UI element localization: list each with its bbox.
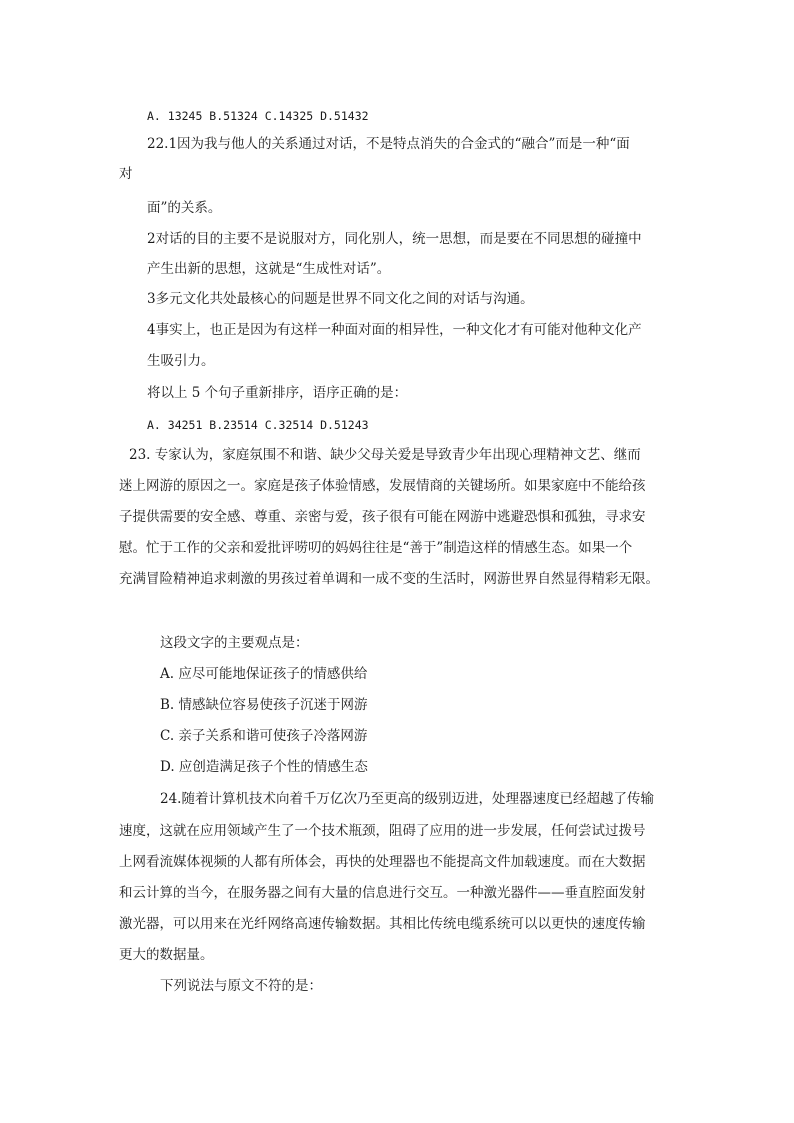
q23-option-b: B. 情感缺位容易使孩子沉迷于网游 — [160, 697, 368, 713]
q22-sentence-2: 2对话的目的主要不是说服对方，同化别人，统一思想，而是要在不同思想的碰撞中 — [147, 231, 642, 247]
q24-paragraph-line-1: 24.随着计算机技术向着千万亿次乃至更高的级别迈进，处理器速度已经超越了传输 — [160, 791, 654, 807]
q24-paragraph-line-3: 上网看流媒体视频的人都有所体会，再快的处理器也不能提高文件加载速度。而在大数据 — [119, 854, 646, 870]
q24-paragraph-line-4: 和云计算的当今，在服务器之间有大量的信息进行交互。一种激光器件——垂直腔面发射 — [119, 885, 646, 901]
q22-sentence-2-end: 产生出新的思想，这就是“生成性对话”。 — [147, 261, 391, 277]
q23-paragraph-line-3: 子提供需要的安全感、尊重、亲密与爱，孩子很有可能在网游中逃避恐惧和孤独，寻求安 — [119, 509, 646, 525]
q22-options: A. 34251 B.23514 C.32514 D.51243 — [147, 418, 369, 432]
q23-option-a: A. 应尽可能地保证孩子的情感供给 — [160, 666, 368, 682]
q23-prompt: 这段文字的主要观点是： — [160, 635, 309, 651]
q24-paragraph-line-2: 速度，这就在应用领域产生了一个技术瓶颈，阻碍了应用的进一步发展，任何尝试过拨号 — [119, 823, 646, 839]
q23-option-d: D. 应创造满足孩子个性的情感生态 — [160, 759, 368, 775]
q22-sentence-4-end: 生吸引力。 — [147, 353, 215, 369]
q22-sentence-1-wrap: 对 — [119, 166, 133, 182]
q21-options: A. 13245 B.51324 C.14325 D.51432 — [147, 109, 369, 123]
q22-sentence-1-end: 面”的关系。 — [147, 200, 222, 216]
q22-sentence-4: 4事实上，也正是因为有这样一种面对面的相异性，一种文化才有可能对他种文化产 — [147, 322, 642, 338]
q23-option-c: C. 亲子关系和谐可使孩子冷落网游 — [160, 728, 368, 744]
q23-paragraph-line-5: 充满冒险精神追求刺激的男孩过着单调和一成不变的生活时，网游世界自然显得精彩无限。 — [119, 571, 659, 587]
q23-paragraph-line-1: 23. 专家认为，家庭氛围不和谐、缺少父母关爱是导致青少年出现心理精神文艺、继而 — [129, 447, 641, 463]
q24-paragraph-line-5: 激光器，可以用来在光纤网络高速传输数据。其相比传统电缆系统可以以更快的速度传输 — [119, 916, 646, 932]
q23-paragraph-line-2: 迷上网游的原因之一。家庭是孩子体验情感，发展情商的关键场所。如果家庭中不能给孩 — [119, 478, 646, 494]
q22-sentence-1: 22.1因为我与他人的关系通过对话，不是特点消失的合金式的“融合”而是一种“面 — [147, 136, 630, 152]
q22-prompt: 将以上 5 个句子重新排序，语序正确的是： — [147, 385, 408, 401]
q24-prompt: 下列说法与原文不符的是： — [160, 978, 322, 994]
q23-paragraph-line-4: 慰。忙于工作的父亲和爱批评唠叨的妈妈往往是“善于”制造这样的情感生态。如果一个 — [119, 540, 633, 556]
q24-paragraph-line-6: 更大的数据量。 — [119, 947, 214, 963]
q22-sentence-3: 3多元文化共处最核心的问题是世界不同文化之间的对话与沟通。 — [147, 291, 534, 307]
